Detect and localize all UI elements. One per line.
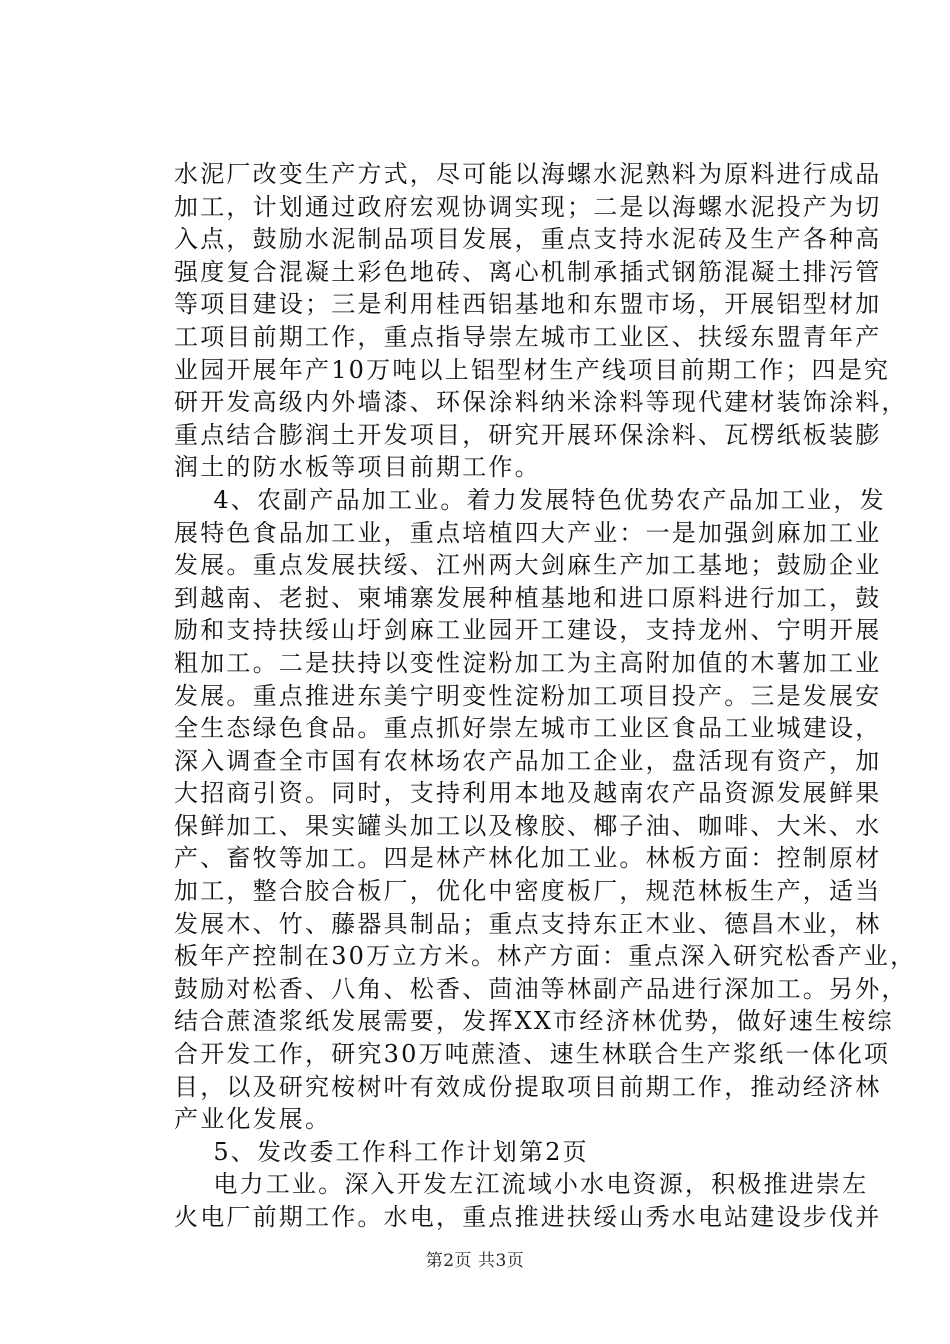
text-line: 保鲜加工、果实罐头加工以及橡胶、椰子油、咖啡、大米、水 [174,811,882,840]
text-line: 深入调查全市国有农林场农产品加工企业，盘活现有资产，加 [174,746,882,775]
text-line: 业园开展年产10万吨以上铝型材生产线项目前期工作；四是究 [174,355,891,384]
text-line: 到越南、老挝、柬埔寨发展种植基地和进口原料进行加工，鼓 [174,583,882,612]
text-line: 重点结合膨润土开发项目，研究开展环保涂料、瓦楞纸板装膨 [174,420,882,449]
text-line: 全生态绿色食品。重点抓好崇左城市工业区食品工业城建设， [174,714,882,743]
text-line: 产业化发展。 [174,1105,332,1134]
text-line: 发展。重点推进东美宁明变性淀粉加工项目投产。三是发展安 [174,681,882,710]
text-line: 工项目前期工作，重点指导崇左城市工业区、扶绥东盟青年产 [174,322,882,351]
text-line: 目，以及研究桉树叶有效成份提取项目前期工作，推动经济林 [174,1072,882,1101]
document-body [174,158,917,1234]
text-line: 展特色食品加工业，重点培植四大产业：一是加强剑麻加工业 [174,518,882,547]
text-line: 电力工业。深入开发左江流域小水电资源，积极推进崇左 [174,1170,869,1199]
text-line: 产、畜牧等加工。四是林产林化加工业。林板方面：控制原材 [174,844,882,873]
text-line: 板年产控制在30万立方米。林产方面：重点深入研究松香产业， [174,942,917,971]
text-line: 结合蔗渣浆纸发展需要，发挥XX市经济林优势，做好速生桉综 [174,1007,894,1036]
text-line: 粗加工。二是扶持以变性淀粉加工为主高附加值的木薯加工业 [174,648,882,677]
text-line: 发展。重点发展扶绥、江州两大剑麻生产加工基地；鼓励企业 [174,551,882,580]
text-line: 5、发改委工作科工作计划第2页 [174,1137,589,1166]
text-line: 润土的防水板等项目前期工作。 [174,453,541,482]
text-line: 等项目建设；三是利用桂西铝基地和东盟市场，开展铝型材加 [174,290,882,319]
text-line: 加工，整合胶合板厂，优化中密度板厂，规范林板生产，适当 [174,877,882,906]
text-line: 大招商引资。同时，支持利用本地及越南农产品资源发展鲜果 [174,779,882,808]
text-line: 4、农副产品加工业。着力发展特色优势农产品加工业，发 [174,485,886,514]
page-footer: 第2页 共3页 [425,1251,525,1271]
text-line: 加工，计划通过政府宏观协调实现；二是以海螺水泥投产为切 [174,192,882,221]
text-line: 励和支持扶绥山圩剑麻工业园开工建设，支持龙州、宁明开展 [174,616,882,645]
text-line: 合开发工作，研究30万吨蔗渣、速生林联合生产浆纸一体化项 [174,1040,891,1069]
text-line: 强度复合混凝土彩色地砖、离心机制承插式钢筋混凝土排污管 [174,257,882,286]
text-line: 水泥厂改变生产方式，尽可能以海螺水泥熟料为原料进行成品 [174,160,882,188]
text-line: 火电厂前期工作。水电，重点推进扶绥山秀水电站建设步伐并 [174,1203,882,1231]
text-line: 鼓励对松香、八角、松香、茴油等林副产品进行深加工。另外， [174,974,908,1003]
text-line: 研开发高级内外墙漆、环保涂料纳米涂料等现代建材装饰涂料， [174,388,908,417]
text-line: 发展木、竹、藤器具制品；重点支持东正木业、德昌木业，林 [174,909,882,938]
text-line: 入点，鼓励水泥制品项目发展，重点支持水泥砖及生产各种高 [174,225,882,254]
